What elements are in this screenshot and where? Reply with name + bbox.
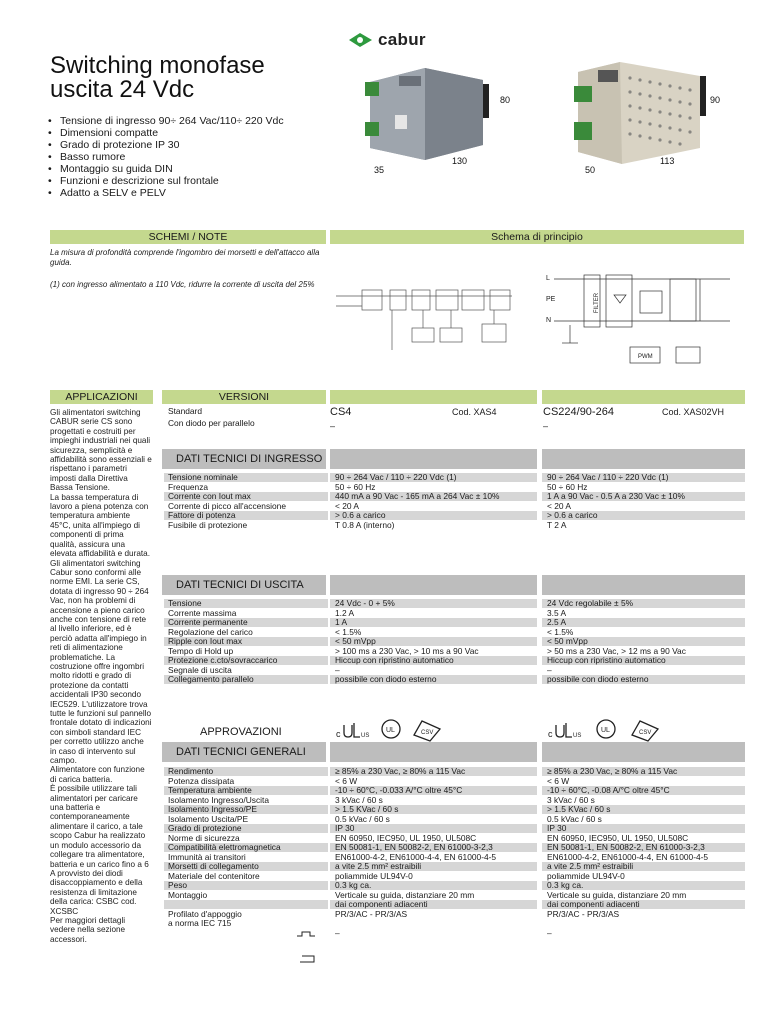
generali-cell-v1: poliammide UL94V-0 [335, 871, 413, 881]
title-line-2: uscita 24 Vdc [50, 76, 195, 103]
generali-cell-v1: EN61000-4-2, EN61000-4-4, EN 61000-4-5 [335, 852, 497, 862]
generali-cell-label: Montaggio [168, 890, 208, 900]
generali-cell-label: Grado di protezione [164, 824, 328, 833]
generali-cell-v2: ≥ 85% a 230 Vac, ≥ 80% a 115 Vac [542, 767, 745, 776]
generali-cell-label: Isolamento Uscita/PE [168, 814, 249, 824]
block-diagram-graphic [332, 280, 522, 352]
feature-item: • Montaggio su guida DIN [48, 163, 284, 175]
schematic-label-l: L [546, 275, 550, 282]
applications-paragraph: È possibile utilizzare tali alimentatori per caricare una batteria e contemporaneamente alimentare il carico, a tale scopo Cabur ha realizzato un modulo accessorio da collegare tra alimentatore, batteria e un carico fino a 6 A provvisto dei diodi disaccoppiamento e della resistenza di limitazione della carica: CSBC cod. XCSBC [50, 784, 149, 916]
dimension-depth-right: 50 [585, 165, 596, 175]
cabur-logo-icon [348, 31, 374, 49]
generali-cell-v1: 3 kVac / 60 s [335, 795, 383, 805]
generali-cell-label: Profilato d'appoggio [168, 909, 242, 919]
power-supply-cs224-image [570, 58, 710, 168]
note-110vdc: (1) con ingresso alimentato a 110 Vdc, ridurre la corrente di uscita del 25% [50, 280, 315, 289]
ingresso-cell-v1: T 0.8 A (interno) [335, 520, 395, 530]
generali-cell-v1: PR/3/AC - PR/3/AS [335, 909, 408, 919]
dimension-height-right: 90 [710, 95, 721, 105]
applications-paragraph: Per maggiori dettagli vedere nella sezione accessori. [50, 915, 126, 944]
ingresso-cell-v1: 50 ÷ 60 Hz [335, 482, 376, 492]
uscita-cell-v1: – [335, 665, 340, 675]
feature-item: • Dimensioni compatte [48, 127, 284, 139]
version-2-header-bar [542, 390, 745, 404]
generali-cell-v2: PR/3/AC - PR/3/AS [547, 909, 620, 919]
uscita-cell-label: Corrente massima [168, 608, 237, 618]
version-1-code: Cod. XAS4 [452, 407, 497, 417]
version-label-diodo: Con diodo per parallelo [168, 419, 255, 428]
generali-cell-label: Norme di sicurezza [168, 833, 240, 843]
schematic-label-pwm: PWM [638, 354, 653, 360]
ingresso-cell-v1: > 0.6 a carico [330, 511, 537, 520]
schematic-label-filter: FILTER [594, 292, 601, 314]
generali-cell-v2: a vite 2.5 mm² estraibili [542, 862, 745, 871]
section-header-versioni: VERSIONI [162, 390, 326, 404]
ingresso-header-fill-v1 [330, 449, 537, 469]
generali-cell-v2: < 6 W [547, 776, 570, 786]
ingresso-cell-label: Corrente di picco all'accensione [168, 501, 286, 511]
brand-logo [348, 30, 426, 50]
section-header-schemi-note: SCHEMI / NOTE [50, 230, 326, 244]
svg-text:c: c [336, 729, 341, 739]
uscita-cell-label: Regolazione del carico [168, 627, 253, 637]
uscita-cell-label: Collegamento parallelo [164, 675, 328, 684]
ingresso-cell-label: Frequenza [168, 482, 209, 492]
feature-item: • Grado di protezione IP 30 [48, 139, 284, 151]
svg-text:US: US [573, 733, 582, 739]
generali-cell-label: Isolamento Ingresso/Uscita [168, 795, 270, 805]
generali-cell-v2: EN61000-4-2, EN61000-4-4, EN 61000-4-5 [547, 852, 709, 862]
generali-cell-v1: -10 ÷ 60°C, -0.033 A/°C oltre 45°C [330, 786, 537, 795]
ingresso-cell-v2: 90 ÷ 264 Vac / 110 ÷ 220 Vdc (1) [542, 473, 745, 482]
generali-cell-v2: 0.3 kg ca. [542, 881, 745, 890]
uscita-cell-v2: > 50 ms a 230 Vac, > 12 ms a 90 Vac [547, 646, 686, 656]
brand-name: cabur [378, 30, 426, 49]
ingresso-cell-v1: 90 ÷ 264 Vac / 110 ÷ 220 Vdc (1) [330, 473, 537, 482]
block-diagram [332, 280, 522, 352]
applications-paragraph: La bassa temperatura di lavoro a piena potenza con temperatura ambiente 45°C, unita all'impiego di componenti di prima qualità, assicura una elevata affidabilità e durata. [50, 492, 150, 559]
uscita-cell-v2: Hiccup con ripristino automatico [542, 656, 745, 665]
dimension-depth-left: 35 [374, 165, 385, 175]
uscita-header-fill-v2 [542, 575, 745, 595]
version-1-diodo: – [330, 421, 336, 431]
ingresso-cell-v2: T 2 A [547, 520, 567, 530]
note-depth: La misura di profondità comprende l'ingombro dei morsetti e dell'attacco alla guida. [50, 248, 320, 267]
generali-cell-label: Temperatura ambiente [164, 786, 328, 795]
uscita-cell-v2: < 50 mVpp [542, 637, 745, 646]
uscita-cell-v1: Hiccup con ripristino automatico [330, 656, 537, 665]
din-rail-profile-2-icon [298, 954, 316, 964]
generali-cell-v1 [330, 919, 537, 928]
principle-schematic [540, 265, 745, 377]
generali-cell-label: Potenza dissipata [168, 776, 235, 786]
generali-cell-label: Materiale del contenitore [168, 871, 260, 881]
uscita-cell-v1: > 100 ms a 230 Vac, > 10 ms a 90 Vac [335, 646, 479, 656]
generali-cell-label: Immunità ai transitori [168, 852, 246, 862]
ingresso-cell-v2: 50 ÷ 60 Hz [547, 482, 588, 492]
uscita-cell-v1: < 1.5% [335, 627, 362, 637]
approvals-label: APPROVAZIONI [200, 726, 282, 738]
generali-cell-v2: IP 30 [542, 824, 745, 833]
feature-item: • Funzioni e descrizione sul frontale [48, 175, 284, 187]
generali-cell-v2: EN 50081-1, EN 50082-2, EN 61000-3-2,3 [542, 843, 745, 852]
generali-cell-v1: dai componenti adiacenti [330, 900, 537, 909]
ingresso-cell-v1: < 20 A [335, 501, 359, 511]
title-line-1: Switching monofase [50, 52, 265, 79]
section-header-ingresso: DATI TECNICI DI INGRESSO [162, 449, 326, 469]
generali-cell-v1: > 1.5 KVac / 60 s [330, 805, 537, 814]
svg-text:UL: UL [386, 727, 395, 734]
uscita-cell-v1: 1.2 A [335, 608, 355, 618]
ingresso-cell-v2: > 0.6 a carico [542, 511, 745, 520]
feature-list [48, 115, 284, 199]
page-title [50, 54, 265, 102]
dimension-width-left: 130 [452, 156, 468, 166]
generali-cell-v2 [542, 919, 745, 928]
generali-cell-v1: 0.5 kVac / 60 s [335, 814, 390, 824]
ingresso-cell-label: Corrente con Iout max [164, 492, 328, 501]
uscita-cell-v1: possibile con diodo esterno [330, 675, 537, 684]
product-image-cs224 [570, 58, 710, 168]
generali-cell-v1: EN 50081-1, EN 50082-2, EN 61000-3-2,3 [330, 843, 537, 852]
version-2-diodo: – [543, 421, 549, 431]
generali-cell-v1: ≥ 85% a 230 Vac, ≥ 80% a 115 Vac [330, 767, 537, 776]
schematic-label-pe: PE [546, 296, 556, 303]
generali-cell-v2: 0.5 kVac / 60 s [547, 814, 602, 824]
generali-cell-v1: a vite 2.5 mm² estraibili [330, 862, 537, 871]
uscita-cell-label: Corrente permanente [164, 618, 328, 627]
ingresso-cell-v2: < 20 A [547, 501, 571, 511]
ingresso-header-fill-v2 [542, 449, 745, 469]
generali-header-fill-v1 [330, 742, 537, 762]
section-header-uscita: DATI TECNICI DI USCITA [162, 575, 326, 595]
ingresso-cell-v1: 440 mA a 90 Vac - 165 mA a 264 Vac ± 10% [330, 492, 537, 501]
generali-cell-label: Morsetti di collegamento [164, 862, 328, 871]
generali-cell-v1: IP 30 [330, 824, 537, 833]
section-header-applicazioni: APPLICAZIONI [50, 390, 153, 404]
uscita-cell-label: Ripple con Iout max [164, 637, 328, 646]
generali-cell-v2: – [547, 928, 552, 938]
din-rail-profile-icon [296, 929, 316, 939]
uscita-cell-v2: possibile con diodo esterno [542, 675, 745, 684]
uscita-cell-v1: 1 A [330, 618, 537, 627]
generali-cell-label: a norma IEC 715 [168, 919, 232, 928]
applications-paragraph: Gli alimentatori switching Cabur sono conformi alle norme EMI. La serie CS, dotata di ingresso 90 ÷ 264 Vac, non ha problemi di accensione a pieno carico anche con tensione di rete al livello inferiore, ed è perciò adatta all'impiego in reti di alimentazione problematiche. La costruzione offre ingombri molto ridotti e grado di protezione da contatti accidentali IP30 secondo IEC529. L'utilizzatore trova tutte le funzioni sul pannello frontale dotato di indicazioni con simboli standard IEC per corretto utilizzo anche in caso di intervento sul campo. [50, 558, 152, 766]
uscita-cell-v2: < 1.5% [547, 627, 574, 637]
generali-header-fill-v2 [542, 742, 745, 762]
ingresso-cell-label: Fusibile di protezione [168, 520, 248, 530]
svg-text:CSV: CSV [421, 730, 434, 736]
svg-text:US: US [361, 733, 370, 739]
version-1-name: CS4 [330, 406, 352, 418]
generali-cell-v2: EN 60950, IEC950, UL 1950, UL508C [547, 833, 689, 843]
version-2-name: CS224/90-264 [543, 406, 614, 418]
product-image-cs4 [355, 60, 515, 180]
power-supply-cs4-image [355, 60, 515, 180]
ingresso-cell-label: Tensione nominale [164, 473, 328, 482]
generali-cell-label [164, 900, 328, 909]
generali-cell-label: Compatibilità elettromagnetica [164, 843, 328, 852]
section-header-generali: DATI TECNICI GENERALI [162, 742, 326, 762]
approval-marks-v1 [334, 717, 464, 743]
svg-text:c: c [548, 729, 553, 739]
ingresso-cell-v2: 1 A a 90 Vac - 0.5 A a 230 Vac ± 10% [542, 492, 745, 501]
svg-text:CSV: CSV [639, 730, 652, 736]
approval-marks-v2 [546, 717, 676, 743]
uscita-cell-label: Segnale di uscita [168, 665, 232, 675]
generali-cell-v1: – [335, 928, 340, 938]
uscita-cell-label: Tempo di Hold up [168, 646, 234, 656]
generali-cell-v2: poliammide UL94V-0 [547, 871, 625, 881]
generali-cell-v1: 0.3 kg ca. [330, 881, 537, 890]
generali-cell-label: Rendimento [164, 767, 328, 776]
certification-icons [334, 717, 464, 743]
generali-cell-v2: Verticale su guida, distanziare 20 mm [547, 890, 687, 900]
schematic-label-n: N [546, 317, 552, 324]
uscita-cell-v2: 24 Vdc regolabile ± 5% [542, 599, 745, 608]
dimension-height-left: 80 [500, 95, 511, 105]
schematic-graphic [540, 265, 745, 377]
feature-item: • Basso rumore [48, 151, 284, 163]
applications-text [50, 408, 152, 944]
generali-cell-v2: -10 ÷ 60°C, -0.08 A/°C oltre 45°C [542, 786, 745, 795]
certification-icons [546, 717, 676, 743]
uscita-cell-v2: 3.5 A [547, 608, 567, 618]
generali-cell-v1: < 6 W [335, 776, 358, 786]
version-label-standard: Standard [168, 407, 202, 416]
uscita-cell-label: Protezione c.cto/sovraccarico [164, 656, 328, 665]
uscita-cell-v1: 24 Vdc - 0 + 5% [330, 599, 537, 608]
section-header-schema-principio: Schema di principio [330, 230, 744, 244]
generali-cell-v1: Verticale su guida, distanziare 20 mm [335, 890, 475, 900]
version-2-code: Cod. XAS02VH [662, 407, 725, 417]
generali-cell-v2: > 1.5 KVac / 60 s [542, 805, 745, 814]
uscita-cell-v2: 2.5 A [542, 618, 745, 627]
generali-cell-label: Peso [164, 881, 328, 890]
version-1-header-bar [330, 390, 537, 404]
applications-paragraph: Alimentatore con funzione di carica batteria. [50, 765, 145, 784]
uscita-header-fill-v1 [330, 575, 537, 595]
feature-item: • Tensione di ingresso 90÷ 264 Vac/110÷ 220 Vdc [48, 115, 284, 127]
ingresso-cell-label: Fattore di potenza [164, 511, 328, 520]
applications-paragraph: Gli alimentatori switching CABUR serie CS sono progettati e costruiti per impieghi industriali nei quali sicurezza, semplicità e affidabilità sono essenziali e rispettano i parametri imposti dalla Direttiva Bassa Tensione. [50, 408, 152, 493]
svg-text:UL: UL [601, 727, 610, 734]
feature-item: • Adatto a SELV e PELV [48, 187, 284, 199]
uscita-cell-label: Tensione [164, 599, 328, 608]
generali-cell-v2: 3 kVac / 60 s [547, 795, 595, 805]
uscita-cell-v2: – [547, 665, 552, 675]
generali-cell-label: Isolamento Ingresso/PE [164, 805, 328, 814]
generali-cell-v2: dai componenti adiacenti [542, 900, 745, 909]
uscita-cell-v1: < 50 mVpp [330, 637, 537, 646]
dimension-width-right: 113 [660, 156, 675, 166]
generali-cell-v1: EN 60950, IEC950, UL 1950, UL508C [335, 833, 477, 843]
